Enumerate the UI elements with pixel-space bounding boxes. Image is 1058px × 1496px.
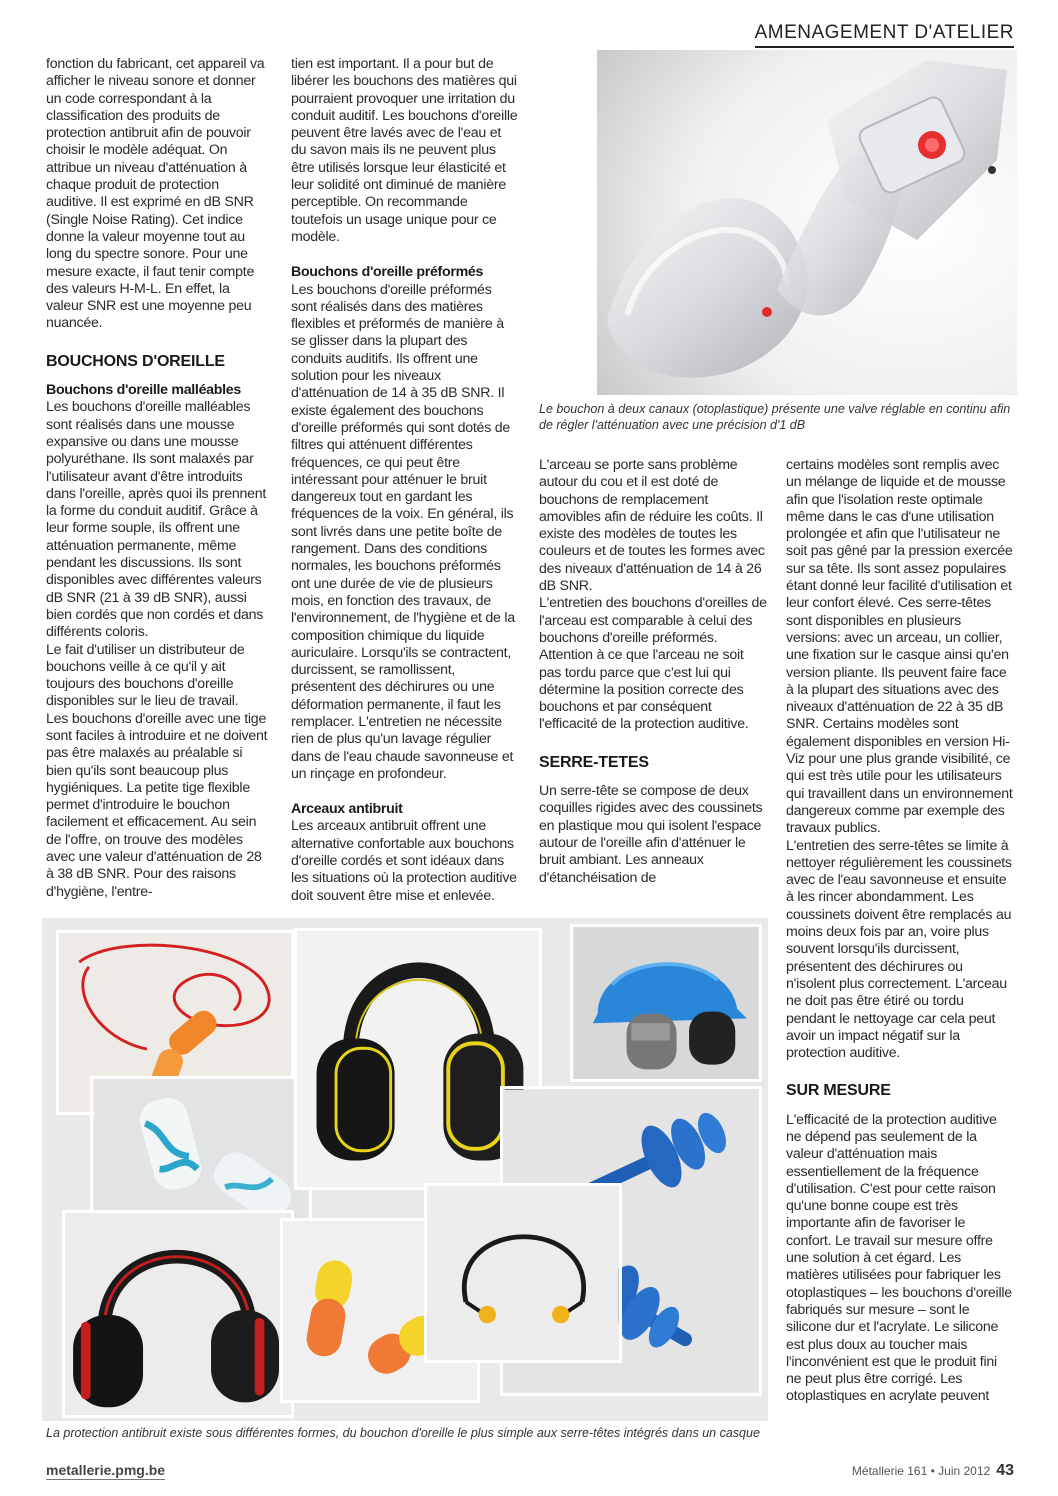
- subsection-heading: Bouchons d'oreille malléables: [46, 382, 241, 399]
- paragraph: Les bouchons d'oreille avec une tige sont faciles à introduire et ne doivent pas être malaxés au préalable si bien qu'ils sont beaucoup plus hygiéniques. La petite tige flexible permet d'introduire le bouchon facilement et efficacement. Au sein de l'offre, on trouve des modèles avec une valeur d'atténuation de 28 à 38 dB SNR. Pour des raisons d'hygiène, l'entre-: [46, 710, 268, 900]
- red-black-earmuffs-photo: [62, 1210, 294, 1418]
- photo-collage: [42, 918, 768, 1421]
- paragraph: L'arceau se porte sans problème autour du cou et il est doté de bouchons de remplacement amovibles afin de réduire les coûts. Il existe des modèles de toutes les couleurs et de toutes les formes avec des niveaux d'atténuation de 14 à 26 dB SNR.: [539, 457, 765, 595]
- article-column-3: [539, 457, 767, 887]
- swirl-foam-earplugs-photo: [90, 1076, 312, 1224]
- paragraph: certains modèles sont remplis avec un mélange de liquide et de mousse afin que l'isolation reste optimale même dans le cas d'une utilisation prolongée et afin que l'utilisateur ne soit pas gêné par la pression exercée sur sa tête. Ils sont assez populaires étant donné leur facilité d'utilisation et leur confort élevé. Ces serre-têtes sont disponibles en plusieurs versions: avec un arceau, un collier, une fixation sur le casque ainsi qu'en version pliante. Ils peuvent faire face à la plupart des situations avec des niveaux d'atténuation de 22 à 35 dB SNR. Certains modèles sont également disponibles en version Hi-Viz pour une plus grande visibilité, ce qui est très utile pour les utilisateurs qui travaillent dans un environnement dangereux comme par exemple des travaux publics.: [786, 457, 1013, 837]
- paragraph: L'entretien des bouchons d'oreilles de l'arceau est comparable à celui des bouchons d'oreille préformés. Attention à ce que l'arceau ne soit pas tordu parce que c'est lui qui détermine la position correcte des bouchons et par conséquent l'efficacité de la protection auditive.: [539, 595, 767, 733]
- article-column-4: [786, 457, 1014, 1406]
- page-number: 43: [996, 1462, 1014, 1479]
- paragraph: Le fait d'utiliser un distributeur de bouchons veille à ce qu'il y ait toujours des bouchons d'oreille disponibles sur le lieu de travail.: [46, 641, 245, 710]
- subsection-heading: Arceaux antibruit: [291, 801, 403, 818]
- section-title: AMENAGEMENT D'ATELIER: [755, 22, 1014, 48]
- section-heading: BOUCHONS D'OREILLE: [46, 352, 225, 370]
- helmet-earmuffs-photo: [570, 924, 762, 1082]
- top-photo-caption: Le bouchon à deux canaux (otoplastique) présente une valve réglable en continu afin de régler l'atténuation avec une précision d'1 dB: [539, 402, 1011, 432]
- paragraph: fonction du fabricant, cet appareil va afficher le niveau sonore et donner un code correspondant à la classification des produits de protection antibruit afin de pouvoir choisir le modèle adéquat. On attribue un niveau d'atténuation à chaque produit de protection auditive. Il est exprimé en dB SNR (Single Noise Rating). Cet indice donne la valeur moyenne tout au long du spectre sonore. Pour une mesure exacte, il faut tenir compte des valeurs H-M-L. En effet, la valeur SNR est une moyenne peu nuancée.: [46, 56, 265, 332]
- website-link[interactable]: metallerie.pmg.be: [46, 1462, 166, 1478]
- collage-caption: La protection antibruit existe sous différentes formes, du bouchon d'oreille le plus simple aux serre-têtes intégrés dans un casque: [46, 1426, 760, 1440]
- page-footer: [852, 1462, 1014, 1480]
- banded-earplugs-photo: [424, 1183, 622, 1363]
- paragraph: L'efficacité de la protection auditive ne dépend pas seulement de la valeur d'atténuation mais essentiellement de la fréquence d'utilisation. C'est pour cette raison qu'une bonne coupe est très importante afin de favoriser le confort. Le travail sur mesure offre une solution à cet égard. Les matières utilisées pour fabriquer les otoplastiques – les bouchons d'oreille fabriqués sur mesure – sont le silicone dur et l'acrylate. Le silicone est plus doux au toucher mais l'inconvénient est que le produit fini ne peut plus être corrigé. Les otoplastiques en acrylate peuvent: [786, 1111, 1012, 1405]
- paragraph: Les bouchons d'oreille malléables sont réalisés dans une mousse expansive ou dans une mousse polyuréthane. Ils sont malaxés par l'utilisateur avant d'être introduits dans l'oreille, après quoi ils prennent la forme du conduit auditif. Grâce à leur forme souple, ils offrent une atténuation permanente, même pendant les discussions. Ils sont disponibles avec différentes valeurs dB SNR (21 à 39 dB SNR), aussi bien cordés que non cordés et dans différents coloris.: [46, 399, 267, 641]
- issue-info: Métallerie 161 • Juin 2012: [851, 1464, 991, 1478]
- paragraph: L'entretien des serre-têtes se limite à nettoyer régulièrement les coussinets avec de l'eau savonneuse et ensuite à les rincer abondamment. Les coussinets doivent être remplacés au moins deux fois par an, voire plus souvent lorsqu'ils durcissent, présentent des déchirures ou n'isolent plus correctement. L'arceau ne doit pas être étiré ou tordu pendant le nettoyage car cela peut avoir un impact négatif sur la protection auditive.: [786, 837, 1012, 1062]
- otoplastic-earplug-photo: [597, 50, 1017, 395]
- paragraph: Les bouchons d'oreille préformés sont réalisés dans des matières flexibles et préformés de manière à se glisser dans la plupart des conduits auditifs. Ils offrent une solution pour les niveaux d'atténuation de 14 à 35 dB SNR. Il existe également des bouchons d'oreille préformés qui sont dotés de filtres qui atténuent différentes fréquences, ce qui peut être intéressant pour atténuer le bruit dangereux tout en gardant les fréquences de la voix. En général, ils sont livrés dans une petite boîte de rangement. Dans des conditions normales, les bouchons préformés ont une durée de vie de plusieurs mois, en fonction des travaux, de l'environnement, de l'hygiène et de la composition chimique du liquide auriculaire. Lorsqu'ils se contractent, durcissent, se ramollissent, présentent des déchirures ou une déformation permanente, il faut les remplacer. L'entretien ne nécessite rien de plus qu'un lavage régulier dans de l'eau chaude savonneuse et un rinçage en profondeur.: [291, 281, 515, 782]
- section-heading: SUR MESURE: [786, 1082, 891, 1100]
- article-column-2: [291, 56, 519, 905]
- subsection-heading: Bouchons d'oreille préformés: [291, 264, 484, 281]
- paragraph: tien est important. Il a pour but de libérer les bouchons des matières qui pourraient provoquer une irritation du conduit auditif. Les bouchons d'oreille peuvent être lavés avec de l'eau et du savon mais ils ne peuvent plus être utilisés lorsque leur élasticité et leur solidité ont diminué de manière perceptible. On recommande toutefois un usage unique pour ce modèle.: [291, 56, 518, 245]
- section-heading: SERRE-TETES: [539, 753, 649, 771]
- article-column-1: [46, 56, 268, 901]
- paragraph: Les arceaux antibruit offrent une alternative confortable aux bouchons d'oreille cordés et sont idéaux dans les situations où la protection auditive doit souvent être mise et enlevée.: [291, 818, 517, 904]
- paragraph: Un serre-tête se compose de deux coquilles rigides avec des coussinets en plastique mou qui isolent l'espace autour de l'oreille afin d'atténuer le bruit ambiant. Les anneaux d'étanchéisation de: [539, 783, 763, 886]
